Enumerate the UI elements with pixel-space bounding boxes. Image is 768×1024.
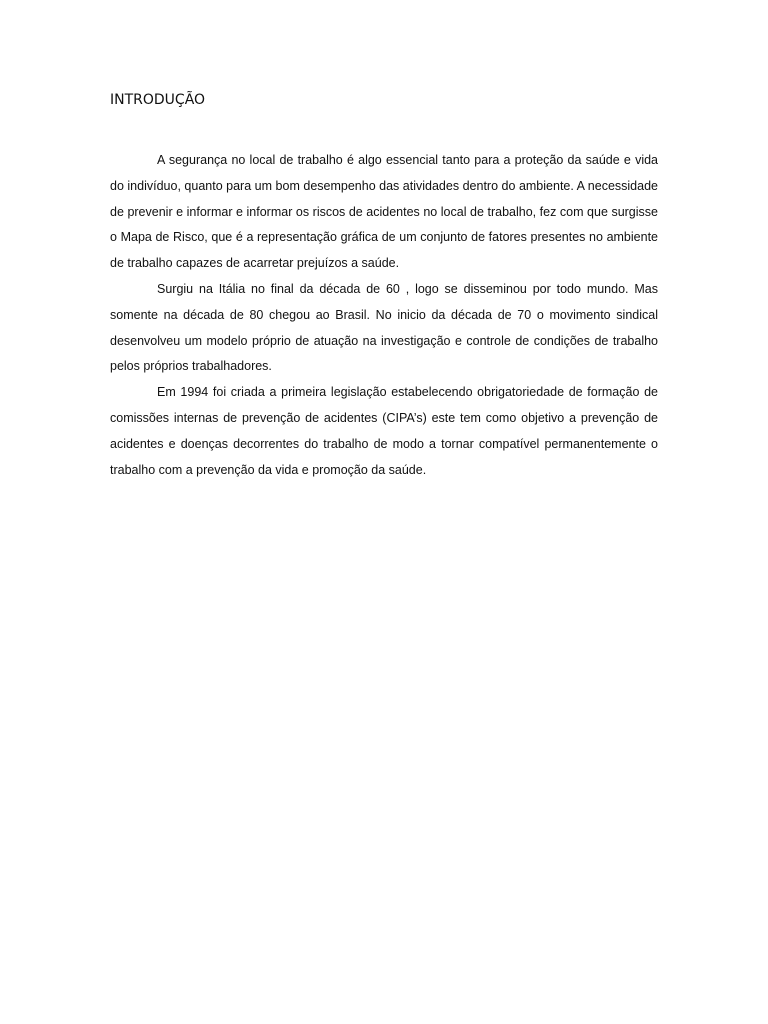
paragraph: A segurança no local de trabalho é algo essencial tanto para a proteção da saúde e vida do indivíduo, quanto para um bom desempenho das atividades dentro do ambiente. A necessidade de prevenir e informar e informar os riscos de acidentes no local de trabalho, fez com que surgisse o Mapa de Risco, que é a representação gráfica de um conjunto de fatores presentes no ambiente de trabalho capazes de acarretar prejuízos a saúde. xyxy=(110,153,658,271)
section-heading: INTRODUÇÃO xyxy=(110,92,206,108)
paragraph: Em 1994 foi criada a primeira legislação estabelecendo obrigatoriedade de formação de comissões internas de prevenção de acidentes (CIPA’s) este tem como objetivo a prevenção de acidentes e doenças decorrentes do trabalho de modo a tornar compatível permanentemente o trabalho com a prevenção da vida e promoção da saúde. xyxy=(110,385,658,477)
body-text xyxy=(110,148,658,483)
paragraph: Surgiu na Itália no final da década de 60 , logo se disseminou por todo mundo. Mas somente na década de 80 chegou ao Brasil. No inicio da década de 70 o movimento sindical desenvolveu um modelo próprio de atuação na investigação e controle de condições de trabalho pelos próprios trabalhadores. xyxy=(110,281,658,374)
